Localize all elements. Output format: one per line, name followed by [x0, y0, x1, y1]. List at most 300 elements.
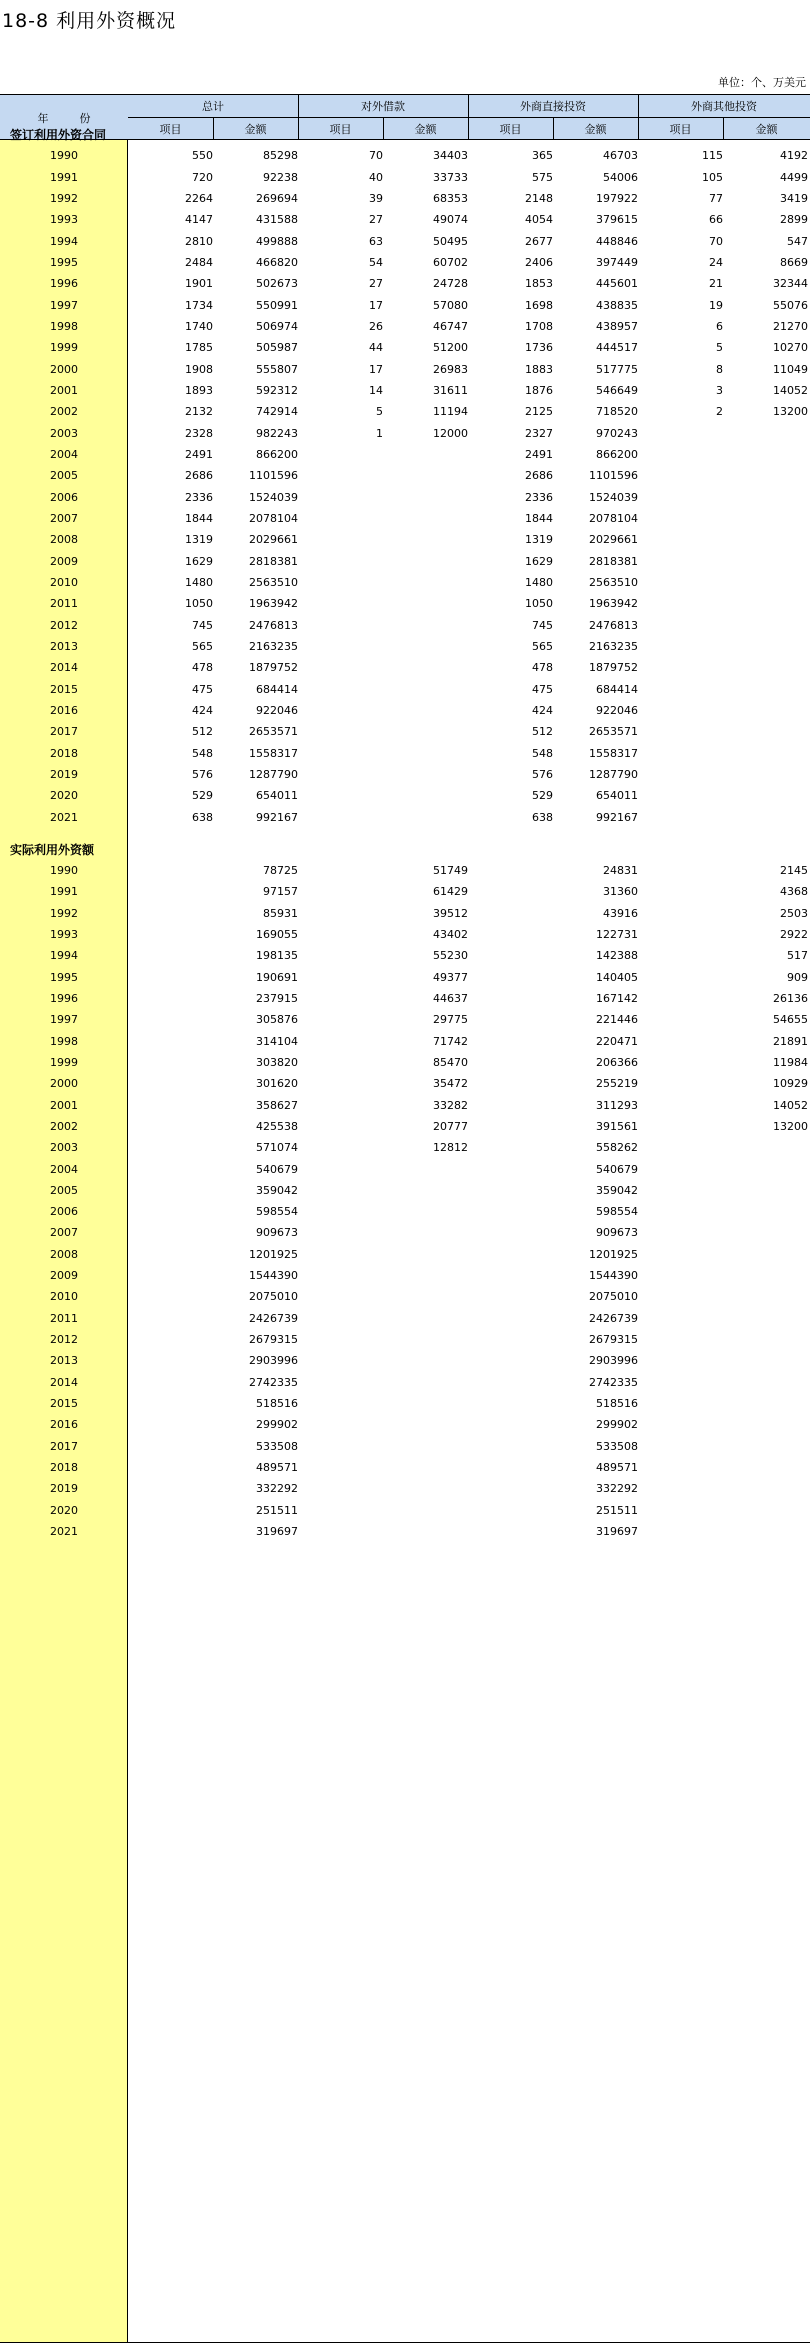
projects-cell: [638, 424, 723, 444]
projects-cell: 2491: [185, 448, 213, 461]
amount-cell: 54655: [773, 1013, 808, 1026]
amount-cell: 379615: [596, 213, 638, 226]
projects-cell: 720: [192, 171, 213, 184]
amount-cell: 2163235: [249, 640, 298, 653]
amount-cell: 391561: [596, 1120, 638, 1133]
amount-cell: 1879752: [589, 661, 638, 674]
amount-cell: 11984: [773, 1056, 808, 1069]
table-row: [0, 786, 810, 806]
projects-cell: 40: [369, 171, 383, 184]
subheader-amount: 金额: [584, 122, 607, 136]
amount-cell: [383, 722, 468, 742]
year-cell: 2004: [50, 448, 78, 461]
group-header-total: 总计: [202, 100, 224, 113]
amount-cell: 31360: [603, 885, 638, 898]
table-row: [0, 381, 810, 401]
table-row: [0, 968, 810, 988]
year-cell: 2014: [50, 1376, 78, 1389]
table-row: [0, 1010, 810, 1030]
projects-cell: [468, 1053, 553, 1073]
amount-cell: [723, 1138, 808, 1158]
year-cell: 2005: [50, 469, 78, 482]
amount-cell: 2029661: [249, 533, 298, 546]
projects-cell: 27: [369, 213, 383, 226]
year-cell: 1992: [50, 907, 78, 920]
projects-cell: [638, 1394, 723, 1414]
amount-cell: 358627: [256, 1099, 298, 1112]
year-cell: 2012: [50, 1333, 78, 1346]
projects-cell: [638, 530, 723, 550]
projects-cell: 4147: [185, 213, 213, 226]
projects-cell: 1: [376, 427, 383, 440]
amount-cell: [383, 808, 468, 828]
projects-cell: 548: [532, 747, 553, 760]
amount-cell: 50495: [433, 235, 468, 248]
table-row: [0, 1287, 810, 1307]
projects-cell: 2484: [185, 256, 213, 269]
amount-cell: 332292: [596, 1482, 638, 1495]
year-cell: 1991: [50, 171, 78, 184]
year-cell: 2001: [50, 1099, 78, 1112]
projects-cell: [298, 594, 383, 614]
projects-cell: 1734: [185, 299, 213, 312]
projects-cell: [298, 1309, 383, 1329]
projects-cell: 1908: [185, 363, 213, 376]
amount-cell: 60702: [433, 256, 468, 269]
year-cell: 2021: [50, 1525, 78, 1538]
projects-cell: 1319: [185, 533, 213, 546]
projects-cell: [298, 637, 383, 657]
amount-cell: [723, 1415, 808, 1435]
amount-cell: [723, 1501, 808, 1521]
amount-cell: [723, 530, 808, 550]
projects-cell: [298, 1160, 383, 1180]
projects-cell: 638: [192, 811, 213, 824]
amount-cell: 46703: [603, 149, 638, 162]
amount-cell: [383, 466, 468, 486]
projects-cell: 2810: [185, 235, 213, 248]
projects-cell: [128, 1351, 213, 1371]
year-cell: 2006: [50, 1205, 78, 1218]
projects-cell: [298, 658, 383, 678]
amount-cell: 489571: [596, 1461, 638, 1474]
amount-cell: [383, 594, 468, 614]
amount-cell: 43916: [603, 907, 638, 920]
year-cell: 1997: [50, 299, 78, 312]
amount-cell: [383, 1415, 468, 1435]
projects-cell: [638, 786, 723, 806]
projects-cell: 2677: [525, 235, 553, 248]
table-row: [0, 882, 810, 902]
amount-cell: 61429: [433, 885, 468, 898]
amount-cell: 43402: [433, 928, 468, 941]
amount-cell: [723, 1479, 808, 1499]
amount-cell: 57080: [433, 299, 468, 312]
amount-cell: 558262: [596, 1141, 638, 1154]
year-cell: 2011: [50, 597, 78, 610]
year-cell: 2010: [50, 576, 78, 589]
projects-cell: [298, 1501, 383, 1521]
amount-cell: [723, 466, 808, 486]
projects-cell: 1736: [525, 341, 553, 354]
year-cell: 2019: [50, 768, 78, 781]
amount-cell: 1879752: [249, 661, 298, 674]
projects-cell: [128, 968, 213, 988]
amount-cell: [383, 744, 468, 764]
amount-cell: 21270: [773, 320, 808, 333]
projects-cell: 19: [709, 299, 723, 312]
amount-cell: [723, 1437, 808, 1457]
amount-cell: 2426739: [249, 1312, 298, 1325]
projects-cell: [298, 466, 383, 486]
header-divider: [128, 117, 810, 118]
amount-cell: 2426739: [589, 1312, 638, 1325]
projects-cell: [638, 573, 723, 593]
table-row: [0, 1138, 810, 1158]
table-row: [0, 1266, 810, 1286]
amount-cell: 319697: [256, 1525, 298, 1538]
projects-cell: [638, 1266, 723, 1286]
amount-cell: [383, 530, 468, 550]
projects-cell: 475: [532, 683, 553, 696]
projects-cell: 2406: [525, 256, 553, 269]
table-row: [0, 402, 810, 422]
amount-cell: [723, 1181, 808, 1201]
group-header-foreign-loans: 对外借款: [361, 100, 405, 113]
projects-cell: [298, 1394, 383, 1414]
projects-cell: [468, 1181, 553, 1201]
amount-cell: 1963942: [249, 597, 298, 610]
amount-cell: [383, 1223, 468, 1243]
year-cell: 1999: [50, 1056, 78, 1069]
amount-cell: 71742: [433, 1035, 468, 1048]
table-row: [0, 1032, 810, 1052]
amount-cell: 1544390: [589, 1269, 638, 1282]
projects-cell: [468, 1032, 553, 1052]
amount-cell: 68353: [433, 192, 468, 205]
projects-cell: [638, 1053, 723, 1073]
table-row: [0, 1117, 810, 1137]
projects-cell: [128, 946, 213, 966]
year-cell: 2008: [50, 533, 78, 546]
table-row: [0, 168, 810, 188]
amount-cell: 311293: [596, 1099, 638, 1112]
projects-cell: [468, 1479, 553, 1499]
page-title: 18-8 利用外资概况: [2, 10, 177, 32]
amount-cell: 1524039: [589, 491, 638, 504]
amount-cell: 992167: [596, 811, 638, 824]
amount-cell: 517775: [596, 363, 638, 376]
amount-cell: 51200: [433, 341, 468, 354]
projects-cell: [638, 637, 723, 657]
projects-cell: [468, 1245, 553, 1265]
projects-cell: [128, 1394, 213, 1414]
amount-cell: 2029661: [589, 533, 638, 546]
projects-cell: [128, 925, 213, 945]
projects-cell: 1629: [185, 555, 213, 568]
projects-cell: [638, 552, 723, 572]
amount-cell: 197922: [596, 192, 638, 205]
year-cell: 2010: [50, 1290, 78, 1303]
projects-cell: 2686: [525, 469, 553, 482]
amount-cell: 8669: [780, 256, 808, 269]
projects-cell: [638, 1074, 723, 1094]
projects-cell: [298, 1415, 383, 1435]
projects-cell: 1629: [525, 555, 553, 568]
projects-cell: [468, 1074, 553, 1094]
year-cell: 1998: [50, 320, 78, 333]
year-cell: 2005: [50, 1184, 78, 1197]
projects-cell: [298, 1010, 383, 1030]
year-cell: 1998: [50, 1035, 78, 1048]
table-row: [0, 509, 810, 529]
projects-cell: [638, 1287, 723, 1307]
projects-cell: [468, 1117, 553, 1137]
amount-cell: [723, 594, 808, 614]
year-cell: 2000: [50, 1077, 78, 1090]
amount-cell: 1287790: [589, 768, 638, 781]
projects-cell: 1050: [185, 597, 213, 610]
year-cell: 2003: [50, 427, 78, 440]
projects-cell: [298, 680, 383, 700]
amount-cell: [383, 509, 468, 529]
amount-cell: 922046: [256, 704, 298, 717]
projects-cell: 27: [369, 277, 383, 290]
projects-cell: [298, 904, 383, 924]
year-column-header: 年 份: [37, 111, 101, 125]
projects-cell: [638, 1373, 723, 1393]
amount-cell: 2163235: [589, 640, 638, 653]
amount-cell: 1558317: [589, 747, 638, 760]
year-cell: 1990: [50, 864, 78, 877]
year-cell: 1999: [50, 341, 78, 354]
projects-cell: 478: [532, 661, 553, 674]
projects-cell: [298, 861, 383, 881]
projects-cell: 2264: [185, 192, 213, 205]
data-table: [0, 94, 810, 2343]
amount-cell: 85298: [263, 149, 298, 162]
amount-cell: 2742335: [589, 1376, 638, 1389]
projects-cell: [638, 1415, 723, 1435]
amount-cell: [383, 1330, 468, 1350]
amount-cell: 85470: [433, 1056, 468, 1069]
table-row: [0, 637, 810, 657]
projects-cell: [128, 1223, 213, 1243]
projects-cell: [638, 488, 723, 508]
amount-cell: 502673: [256, 277, 298, 290]
amount-cell: 2922: [780, 928, 808, 941]
amount-cell: 598554: [596, 1205, 638, 1218]
amount-cell: 359042: [596, 1184, 638, 1197]
projects-cell: 548: [192, 747, 213, 760]
projects-cell: 1844: [525, 512, 553, 525]
table-row: [0, 466, 810, 486]
projects-cell: 2491: [525, 448, 553, 461]
projects-cell: 1740: [185, 320, 213, 333]
amount-cell: 269694: [256, 192, 298, 205]
table-row: [0, 274, 810, 294]
amount-cell: 444517: [596, 341, 638, 354]
amount-cell: [723, 488, 808, 508]
amount-cell: 2818381: [589, 555, 638, 568]
projects-cell: [298, 1202, 383, 1222]
amount-cell: 547: [787, 235, 808, 248]
projects-cell: [638, 1330, 723, 1350]
amount-cell: 24831: [603, 864, 638, 877]
amount-cell: 540679: [256, 1163, 298, 1176]
projects-cell: 44: [369, 341, 383, 354]
projects-cell: [638, 1437, 723, 1457]
projects-cell: [298, 1138, 383, 1158]
projects-cell: [298, 1245, 383, 1265]
projects-cell: [128, 1202, 213, 1222]
amount-cell: 14052: [773, 384, 808, 397]
projects-cell: [298, 722, 383, 742]
amount-cell: 2078104: [589, 512, 638, 525]
table-row: [0, 1309, 810, 1329]
table-row: [0, 146, 810, 166]
projects-cell: 63: [369, 235, 383, 248]
projects-cell: [128, 1138, 213, 1158]
amount-cell: [383, 1522, 468, 1542]
amount-cell: 2503: [780, 907, 808, 920]
year-cell: 2020: [50, 1504, 78, 1517]
table-row: [0, 925, 810, 945]
projects-cell: 1876: [525, 384, 553, 397]
amount-cell: [723, 1266, 808, 1286]
amount-cell: 11194: [433, 405, 468, 418]
amount-cell: 970243: [596, 427, 638, 440]
projects-cell: [638, 1010, 723, 1030]
projects-cell: [638, 1458, 723, 1478]
projects-cell: [298, 552, 383, 572]
amount-cell: 4192: [780, 149, 808, 162]
projects-cell: [298, 1479, 383, 1499]
table-row: [0, 1223, 810, 1243]
projects-cell: [298, 744, 383, 764]
year-cell: 2004: [50, 1163, 78, 1176]
projects-cell: 26: [369, 320, 383, 333]
amount-cell: 2145: [780, 864, 808, 877]
amount-cell: 2653571: [249, 725, 298, 738]
amount-cell: 26136: [773, 992, 808, 1005]
table-row: [0, 232, 810, 252]
amount-cell: 167142: [596, 992, 638, 1005]
table-row: [0, 1373, 810, 1393]
amount-cell: [383, 1266, 468, 1286]
amount-cell: 198135: [256, 949, 298, 962]
projects-cell: [638, 989, 723, 1009]
amount-cell: 445601: [596, 277, 638, 290]
projects-cell: 638: [532, 811, 553, 824]
projects-cell: [298, 1287, 383, 1307]
projects-cell: [128, 1415, 213, 1435]
table-row: [0, 1415, 810, 1435]
projects-cell: 5: [716, 341, 723, 354]
projects-cell: 14: [369, 384, 383, 397]
amount-cell: 654011: [596, 789, 638, 802]
amount-cell: 332292: [256, 1482, 298, 1495]
projects-cell: 5: [376, 405, 383, 418]
projects-cell: [128, 1096, 213, 1116]
amount-cell: [383, 1458, 468, 1478]
amount-cell: 592312: [256, 384, 298, 397]
amount-cell: [383, 701, 468, 721]
table-row: [0, 488, 810, 508]
table-row: [0, 1096, 810, 1116]
projects-cell: 70: [709, 235, 723, 248]
amount-cell: 12000: [433, 427, 468, 440]
projects-cell: [468, 1501, 553, 1521]
amount-cell: 34403: [433, 149, 468, 162]
projects-cell: [128, 1522, 213, 1542]
amount-cell: [723, 765, 808, 785]
projects-cell: 17: [369, 363, 383, 376]
amount-cell: [723, 1351, 808, 1371]
amount-cell: 1201925: [589, 1248, 638, 1261]
amount-cell: [723, 445, 808, 465]
amount-cell: 32344: [773, 277, 808, 290]
amount-cell: 533508: [596, 1440, 638, 1453]
projects-cell: 77: [709, 192, 723, 205]
amount-cell: 425538: [256, 1120, 298, 1133]
projects-cell: [638, 1160, 723, 1180]
amount-cell: 2679315: [589, 1333, 638, 1346]
amount-cell: [383, 765, 468, 785]
projects-cell: [298, 946, 383, 966]
projects-cell: 512: [532, 725, 553, 738]
projects-cell: [638, 1181, 723, 1201]
amount-cell: [723, 680, 808, 700]
year-cell: 2011: [50, 1312, 78, 1325]
year-cell: 2002: [50, 1120, 78, 1133]
table-row: [0, 701, 810, 721]
projects-cell: [638, 925, 723, 945]
projects-cell: 565: [532, 640, 553, 653]
table-row: [0, 424, 810, 444]
projects-cell: [638, 946, 723, 966]
amount-cell: 1101596: [589, 469, 638, 482]
amount-cell: [383, 658, 468, 678]
year-cell: 2012: [50, 619, 78, 632]
year-cell: 2002: [50, 405, 78, 418]
amount-cell: 169055: [256, 928, 298, 941]
year-cell: 2007: [50, 1226, 78, 1239]
amount-cell: 33733: [433, 171, 468, 184]
table-row: [0, 722, 810, 742]
subheader-projects: 项目: [669, 122, 692, 136]
projects-cell: 115: [702, 149, 723, 162]
projects-cell: [638, 1223, 723, 1243]
amount-cell: 684414: [256, 683, 298, 696]
amount-cell: 546649: [596, 384, 638, 397]
amount-cell: 448846: [596, 235, 638, 248]
projects-cell: [638, 658, 723, 678]
projects-cell: [298, 925, 383, 945]
projects-cell: [468, 1373, 553, 1393]
amount-cell: [723, 552, 808, 572]
projects-cell: 39: [369, 192, 383, 205]
amount-cell: [383, 1394, 468, 1414]
year-cell: 2015: [50, 1397, 78, 1410]
projects-cell: 2328: [185, 427, 213, 440]
amount-cell: [723, 1458, 808, 1478]
amount-cell: 10929: [773, 1077, 808, 1090]
table-row: [0, 904, 810, 924]
projects-cell: 2327: [525, 427, 553, 440]
amount-cell: 982243: [256, 427, 298, 440]
projects-cell: [298, 509, 383, 529]
